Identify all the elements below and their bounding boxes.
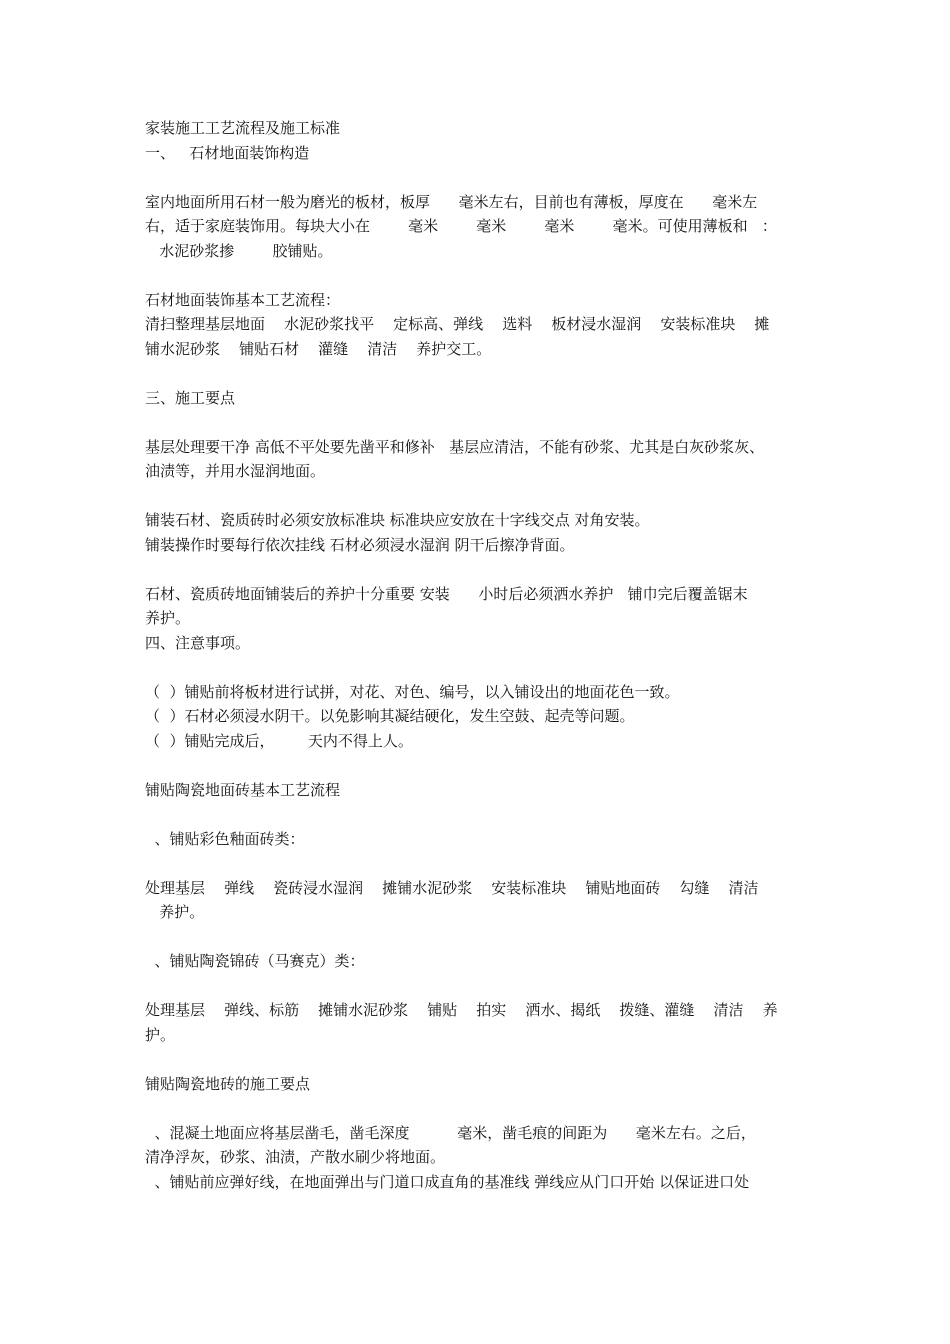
- paragraph-line: 处理基层 弹线、标筋 摊铺水泥砂浆 铺贴 拍实 洒水、揭纸 拨缝、灌缝 清洁 养: [145, 1001, 778, 1019]
- spacer: [145, 851, 810, 876]
- paragraph-line: 、混凝土地面应将基层凿毛，凿毛深度 毫米，凿毛痕的间距为 毫米左右。之后，: [145, 1123, 756, 1142]
- spacer: [145, 410, 810, 435]
- spacer: [145, 165, 810, 190]
- paragraph-line: 铺水泥砂浆 铺贴石材 灌缝 清洁 养护交工。: [145, 339, 492, 358]
- document-body: [145, 116, 810, 1194]
- paragraph-line: 水泥砂浆掺 胶铺贴。: [145, 241, 333, 260]
- paragraph-line: 石材、瓷质砖地面铺装后的养护十分重要 安装 小时后必须洒水养护 铺巾完后覆盖锯末: [145, 584, 748, 603]
- section-heading-stone-flow: 石材地面装饰基本工艺流程：: [145, 290, 341, 309]
- spacer: [145, 974, 810, 999]
- section-heading-ceramic-flow: 铺贴陶瓷地面砖基本工艺流程: [145, 780, 341, 799]
- paragraph-line: 养护。: [145, 903, 205, 921]
- paragraph-line: 铺装石材、瓷质砖时必须安放标准块 标准块应安放在十字线交点 对角安装。: [145, 511, 650, 529]
- spacer: [145, 557, 810, 582]
- paragraph-line: 处理基层 弹线 瓷砖浸水湿润 摊铺水泥砂浆 安装标准块 铺贴地面砖 勾缝 清洁: [145, 878, 759, 897]
- spacer: [145, 361, 810, 386]
- spacer: [145, 925, 810, 950]
- paragraph-line: 室内地面所用石材一般为磨光的板材，板厚 毫米左右，目前也有薄板，厚度在 毫米左: [145, 192, 758, 211]
- paragraph-line: 清净浮灰，砂浆、油渍，产散水刷少将地面。: [145, 1148, 446, 1166]
- section-heading-notes: 四、注意事项。: [145, 633, 251, 652]
- paragraph-line: 养护。: [145, 609, 191, 627]
- paragraph-line: 右，适于家庭装饰用。每块大小在 毫米 毫米 毫米 毫米。可使用薄板和 ：: [145, 217, 777, 235]
- paragraph-line: 油渍等，并用水湿润地面。: [145, 462, 326, 480]
- spacer: [145, 1047, 810, 1072]
- spacer: [145, 802, 810, 827]
- paragraph-line: 清扫整理基层地面 水泥砂浆找平 定标高、弹线 选料 板材浸水湿润 安装标准块 摊: [145, 315, 770, 333]
- spacer: [145, 263, 810, 288]
- section-heading-key-points: 三、施工要点: [145, 388, 236, 407]
- spacer: [145, 655, 810, 680]
- note-item: （ ）铺贴完成后， 天内不得上人。: [145, 731, 413, 750]
- subsection-heading-mosaic: 、铺贴陶瓷锦砖（马赛克）类：: [145, 952, 365, 970]
- document-title: 家装施工工艺流程及施工标准: [145, 119, 341, 137]
- spacer: [145, 1096, 810, 1121]
- subsection-heading-glazed-tile: 、铺贴彩色釉面砖类：: [145, 829, 305, 848]
- section-heading-tile-points: 铺贴陶瓷地砖的施工要点: [145, 1074, 311, 1093]
- paragraph-line: 、铺贴前应弹好线，在地面弹出与门道口成直角的基准线 弹线应从门口开始 以保证进口处: [145, 1172, 750, 1191]
- note-item: （ ）铺贴前将板材进行试拼，对花、对色、编号，以入铺设出的地面花色一致。: [145, 682, 680, 701]
- note-item: （ ）石材必须浸水阴干。以免影响其凝结硬化，发生空鼓、起壳等问题。: [145, 707, 635, 725]
- spacer: [145, 753, 810, 778]
- spacer: [145, 484, 810, 509]
- paragraph-line: 铺装操作时要每行依次挂线 石材必须浸水湿润 阴干后擦净背面。: [145, 535, 575, 554]
- paragraph-line: 基层处理要干净 高低不平处要先凿平和修补 基层应清洁，不能有砂浆、尤其是白灰砂浆灰、: [145, 437, 765, 456]
- section-heading-stone-structure: 一、 石材地面装饰构造: [145, 143, 310, 162]
- paragraph-line: 护。: [145, 1025, 176, 1044]
